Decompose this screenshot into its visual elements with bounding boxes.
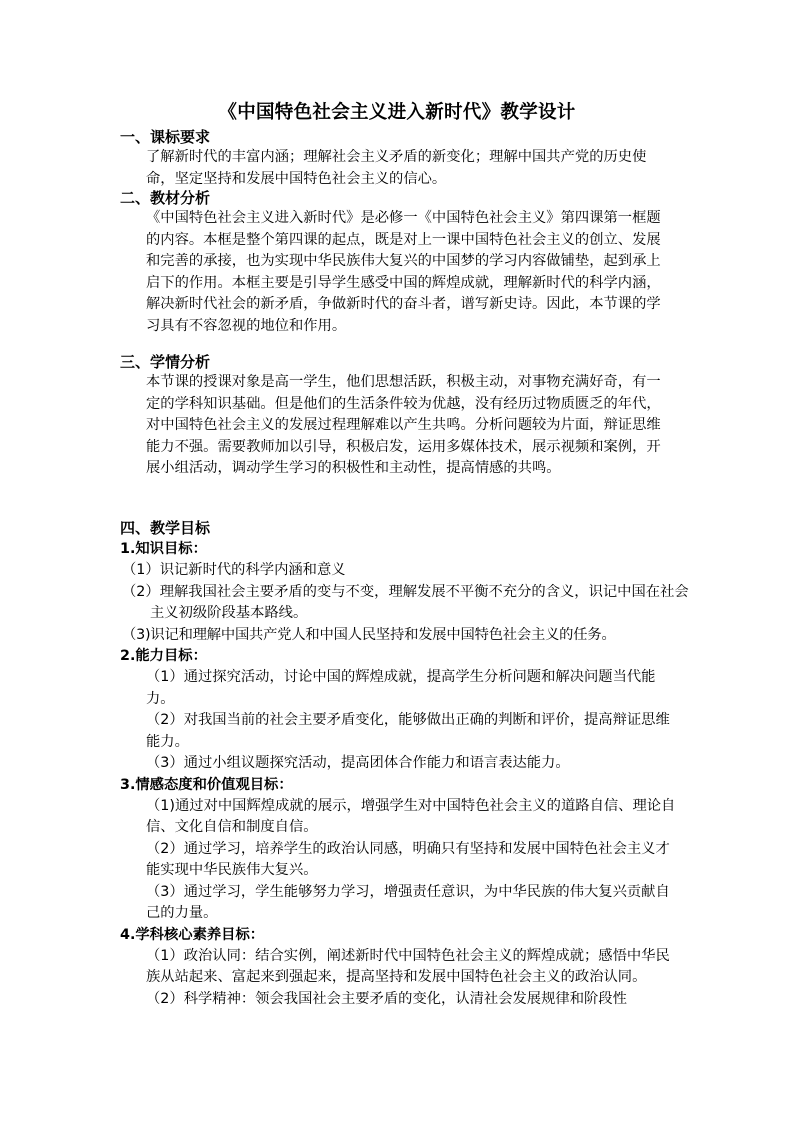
section-student-analysis: [120, 352, 690, 480]
list-item: （1）通过探究活动，讨论中国的辉煌成就，提高学生分析问题和解决问题当代能力。: [146, 669, 656, 707]
list-item: （2）通过学习，培养学生的政治认同感，明确只有坚持和发展中国特色社会主义才能实现中华民族伟大复兴。: [146, 840, 670, 878]
section-paragraph: 本节课的授课对象是高一学生，他们思想活跃，积极主动，对事物充满好奇，有一定的学科知识基础。但是他们的生活条件较为优越，没有经历过物质匮乏的年代，对中国特色社会主义的发展过程理解难以产生共鸣。分析问题较为片面，辩证思维能力不强。需要教师加以引导，积极启发，运用多媒体技术，展示视频和案例，开展小组活动，调动学生学习的积极性和主动性，提高情感的共鸣。: [146, 374, 661, 476]
section-paragraph: 了解新时代的丰富内涵；理解社会主义矛盾的新变化；理解中国共产党的历史使命，坚定坚持和发展中国特色社会主义的信心。: [146, 149, 647, 187]
list-item: （3）通过小组议题探究活动，提高团体合作能力和语言表达能力。: [146, 755, 570, 771]
section-heading: 一、课标要求: [120, 128, 211, 146]
knowledge-objectives-label: 1.知识目标：: [120, 541, 207, 557]
emotion-objectives-label: 3.情感态度和价值观目标：: [120, 776, 293, 793]
section-curriculum-requirements: [120, 127, 690, 190]
section-heading: 三、学情分析: [120, 353, 211, 371]
section-teaching-objectives: [120, 518, 690, 1010]
section-heading: 四、教学目标: [120, 519, 211, 537]
list-item: （2）对我国当前的社会主要矛盾变化，能够做出正确的判断和评价，提高辩证思维能力。: [146, 712, 670, 750]
list-item: （1)通过对中国辉煌成就的展示，增强学生对中国特色社会主义的道路自信、理论自信、文化自信和制度自信。: [146, 797, 676, 835]
list-item: （3）通过学习，学生能够努力学习，增强责任意识，为中华民族的伟大复兴贡献自己的力量。: [146, 883, 670, 921]
list-item: （2）理解我国社会主要矛盾的变与不变，理解发展不平衡不充分的含义，识记中国在社会主义初级阶段基本路线。: [122, 583, 689, 621]
section-paragraph: 《中国特色社会主义进入新时代》是必修一《中国特色社会主义》第四课第一框题的内容。本框是整个第四课的起点，既是对上一课中国特色社会主义的创立、发展和完善的承接，也为实现中华民族伟大复兴的中国梦的学习内容做铺垫，起到承上启下的作用。本框主要是引导学生感受中国的辉煌成就，理解新时代的科学内涵，解决新时代社会的新矛盾，争做新时代的奋斗者，谱写新史诗。因此，本节课的学习具有不容忽视的地位和作用。: [146, 210, 661, 334]
section-textbook-analysis: [120, 188, 690, 337]
core-literacy-objectives-label: 4.学科核心素养目标：: [120, 926, 265, 943]
ability-objectives-label: 2.能力目标：: [120, 648, 207, 664]
list-item: （3)识记和理解中国共产党人和中国人民坚持和发展中国特色社会主义的任务。: [122, 626, 616, 643]
document-title: 《中国特色社会主义进入新时代》教学设计: [218, 102, 576, 123]
list-item: （1）政治认同：结合实例，阐述新时代中国特色社会主义的辉煌成就；感悟中华民族从站起来、富起来到强起来，提高坚持和发展中国特色社会主义的政治认同。: [146, 947, 670, 985]
list-item: （1）识记新时代的科学内涵和意义: [122, 562, 346, 578]
section-heading: 二、教材分析: [120, 189, 211, 207]
list-item: （2）科学精神：领会我国社会主要矛盾的变化，认清社会发展规律和阶段性: [146, 990, 627, 1007]
